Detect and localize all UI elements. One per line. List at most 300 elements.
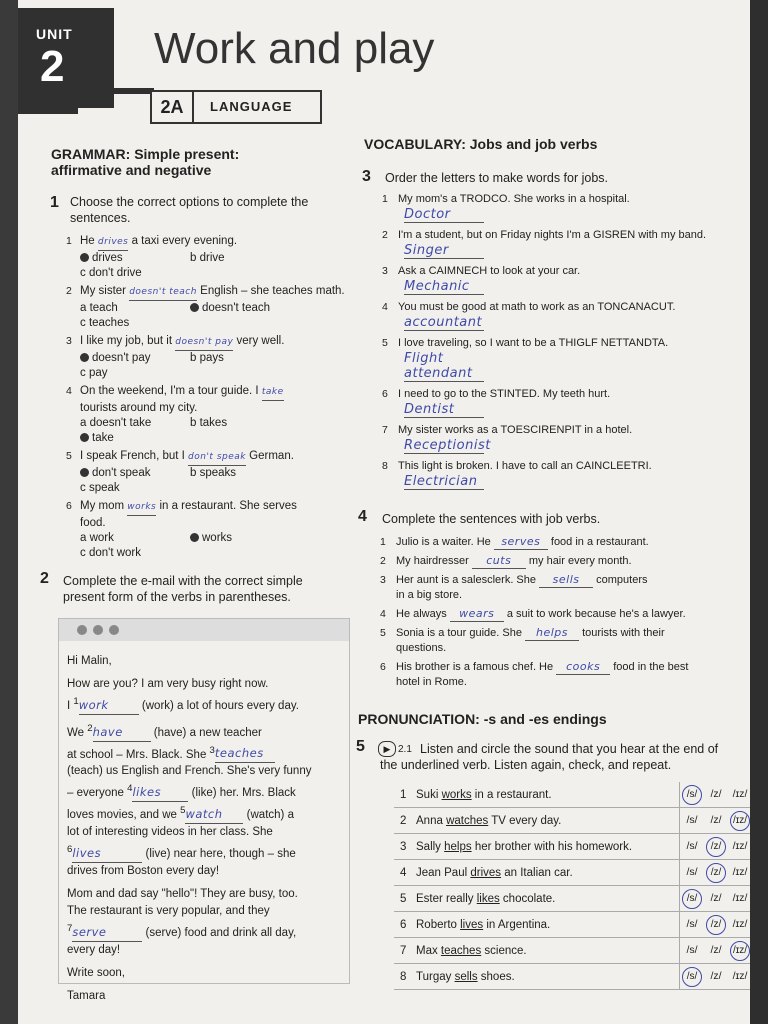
sentence-text: shoes. [477,970,515,983]
option-c[interactable] [80,431,190,446]
audio-play-icon[interactable]: ▶ [378,741,396,757]
instr-line: Choose the correct options to complete the [70,195,309,209]
option-text: a teach [80,302,118,314]
question-line [66,449,356,466]
question-number: 2 [66,285,72,297]
pron-sentence [394,782,680,808]
answer-blank[interactable]: Flight attendant [404,351,484,382]
sound-text: /z/ [710,943,722,956]
email-titlebar [59,619,349,641]
sound-text: /ɪz/ [732,839,748,852]
sound-option[interactable] [704,944,728,956]
sentence-text: Anna [416,814,447,827]
email-line: (teach) us English and French. She's very funny [67,765,312,778]
window-dot-icon [77,625,87,635]
window-dot-icon [109,625,119,635]
question-number: 5 [382,337,388,349]
sound-option[interactable] [728,811,750,831]
question-text: a taxi every evening. [128,235,238,247]
sentence-text: chocolate. [499,892,556,905]
email-line [67,720,343,742]
answer-blank[interactable]: work [79,697,139,715]
sound-text: /z/ [710,787,722,800]
question-continuation: in a big store. [396,589,463,601]
question-text: My sister [80,285,130,297]
email-line: How are you? I am very busy right now. [67,678,269,690]
sentence-text: her brother with his homework. [471,840,633,853]
grammar-heading-line2: affirmative and negative [51,162,212,178]
sound-option[interactable] [728,918,750,930]
blank-number: 1 [73,696,79,707]
blank-number: 2 [87,722,93,734]
question-item [66,384,356,446]
question-item [66,499,356,561]
unit-badge [18,8,114,108]
question-number: 6 [380,661,386,673]
sound-text: /ɪz/ [732,787,748,800]
sound-option[interactable] [680,866,704,878]
stair-decoration [18,108,78,114]
pron-row [394,782,750,808]
option-c[interactable] [80,316,190,331]
sound-option[interactable] [704,970,728,982]
question-text: tourists with their [579,627,665,639]
page-title: Work and play [154,24,435,73]
job-verb-line [380,572,750,588]
instr-line: present form of the verbs in parentheses. [63,590,291,604]
option-b[interactable] [190,301,300,316]
answer-blank[interactable]: don't speak [188,450,246,466]
email-body [67,653,343,1005]
text: (watch) a [246,809,294,822]
pron-row [394,860,750,886]
options-row [66,301,356,331]
question-text: I like my job, but it [80,335,176,347]
answer-blank[interactable]: cuts [472,553,526,569]
answer-blank[interactable]: Receptionist [404,438,491,453]
email-line [67,693,343,715]
vocab-item [382,336,748,382]
sound-option[interactable] [728,970,750,982]
sound-text: /z/ [706,915,726,935]
selected-dot-icon [190,303,199,312]
sound-option[interactable] [680,889,704,909]
question-number: 3 [382,265,388,277]
selected-dot-icon [190,533,199,542]
email-line: Mom and dad say "hello"! They are busy, too. [67,887,298,900]
answer-blank[interactable]: take [262,385,284,401]
sound-text: /s/ [686,917,698,930]
question-number: 4 [66,385,72,397]
option-text: c don't drive [80,267,142,279]
options-row [66,416,356,446]
option-text: b takes [190,417,228,429]
question-text: My hairdresser [396,555,472,567]
sentence-text: Ester really [416,892,477,905]
question-text: Sonia is a tour guide. She [396,627,526,639]
option-text: drives [92,252,123,264]
option-text: doesn't pay [92,352,151,364]
sound-option[interactable] [680,918,704,930]
question-number: 1 [400,788,407,801]
pron-sentence [394,938,680,964]
exercise-number: 5 [356,738,365,755]
sound-option[interactable] [704,814,728,826]
sound-option[interactable] [728,866,750,878]
sound-text: /s/ [686,839,698,852]
underlined-verb: works [441,788,472,801]
exercise-4-list [380,534,750,693]
sound-text: /s/ [686,813,698,826]
question-text: Ask a CAIMNECH to look at your car. [398,265,581,277]
sound-options [680,912,751,938]
underlined-verb: likes [476,892,500,905]
window-dot-icon [93,625,103,635]
job-verb-item [380,659,750,690]
answer-blank[interactable]: works [127,500,156,516]
option-text: b speaks [190,467,237,479]
exercise-number: 4 [358,508,367,525]
blank-number: 5 [180,805,186,817]
question-item [66,334,356,381]
option-a[interactable] [80,301,190,316]
vocabulary-heading: VOCABULARY: Jobs and job verbs [364,136,598,152]
answer-blank[interactable]: helps [525,625,579,641]
question-text: English – she teaches math. [196,285,345,297]
answer-blank[interactable]: serves [494,534,548,550]
question-text: My mom's a TRODCO. She works in a hospital. [398,193,630,205]
sound-option[interactable] [704,837,728,857]
vocab-item [382,387,748,418]
instr-line: sentences. [70,211,131,225]
question-number: 5 [400,892,407,905]
sound-text: /s/ [686,943,698,956]
question-text: My mom [80,500,128,512]
job-verb-item [380,553,750,569]
section-name: LANGUAGE [210,99,293,114]
question-text: I speak French, but I [80,450,189,462]
vocab-line [382,264,748,279]
question-text: food in the best [610,661,689,673]
answer-blank[interactable]: doesn't teach [129,285,197,301]
sound-option[interactable] [728,892,750,904]
answer-blank[interactable]: have [93,724,151,742]
blank-number: 6 [67,844,73,856]
text: We [67,726,88,739]
sound-options [680,808,751,834]
option-b[interactable] [190,351,300,366]
vocab-line [382,387,748,402]
text: (have) a new teacher [153,726,262,739]
job-verb-item [380,572,750,603]
answer-blank[interactable]: serve [72,924,142,942]
option-a[interactable] [80,466,190,481]
answer-blank[interactable]: doesn't pay [175,335,233,351]
sound-option[interactable] [680,785,704,805]
selected-dot-icon [80,353,89,362]
option-text: c pay [80,367,108,379]
page-edge [750,0,768,1024]
question-number: 6 [382,388,388,400]
question-number: 4 [382,301,388,313]
job-verb-line [380,553,750,569]
text: loves movies, and we [67,809,181,822]
blank-number: 7 [67,922,73,934]
text: (work) a lot of hours every day. [141,699,299,712]
question-number: 5 [66,450,72,462]
sound-option[interactable] [704,892,728,904]
option-text: don't speak [92,467,151,479]
question-line [66,384,356,401]
question-number: 1 [382,193,388,205]
option-a[interactable] [80,416,190,431]
underlined-verb: teaches [440,944,482,957]
option-b[interactable] [190,466,300,481]
options-row [66,251,356,281]
option-a[interactable] [80,251,190,266]
pronunciation-table [394,782,750,990]
sound-option[interactable] [704,915,728,935]
sound-option[interactable] [704,863,728,883]
sound-options [680,886,751,912]
sound-option[interactable] [680,814,704,826]
option-b[interactable] [190,531,300,546]
option-c[interactable] [80,366,190,381]
email-line: drives from Boston every day! [67,864,220,877]
sentence-text: Max [416,944,441,957]
option-text: take [92,432,114,444]
unit-label: UNIT [36,26,73,42]
vocab-line [382,459,748,474]
answer-blank[interactable]: watch [185,806,243,824]
question-text: my hair every month. [525,555,632,567]
question-number: 1 [380,536,386,548]
blank-number: 3 [209,744,215,756]
vocab-item [382,264,748,295]
sound-text: /z/ [710,813,722,826]
pronunciation-heading: PRONUNCIATION: -s and -es endings [358,711,607,727]
instr-line: the underlined verb. Listen again, check, and repeat. [380,758,672,772]
question-line [66,234,356,251]
job-verb-item [380,534,750,550]
email-line: every day! [67,943,121,956]
sound-text: /s/ [682,785,702,805]
sound-option[interactable] [680,840,704,852]
pron-sentence [394,834,680,860]
stair-decoration [114,88,154,94]
question-text: My sister works as a TOESCIRENPIT in a hotel. [398,424,633,436]
question-number: 4 [380,608,386,620]
answer-blank[interactable]: Electrician [404,474,484,490]
answer-blank[interactable]: Mechanic [404,279,484,295]
sound-options [680,964,751,990]
option-a[interactable] [80,351,190,366]
job-verb-line [380,606,750,622]
exercise-4-instructions: Complete the sentences with job verbs. [382,512,601,526]
option-text: doesn't teach [202,302,271,314]
workbook-page [18,0,750,1024]
question-number: 6 [400,918,407,931]
selected-dot-icon [80,468,89,477]
question-line [66,284,356,301]
sound-options [680,860,751,886]
options-row [66,351,356,381]
answer-blank[interactable]: wears [450,606,504,622]
pron-sentence [394,964,680,990]
pron-row [394,938,750,964]
sentence-text: an Italian car. [501,866,573,879]
option-c[interactable] [80,481,190,496]
vocab-item [382,192,748,223]
option-b[interactable] [190,416,300,431]
question-number: 3 [400,840,407,853]
answer-blank[interactable]: Doctor [404,207,484,223]
question-text: I love traveling, so I want to be a THIGLF NETTANDTA. [398,337,669,349]
answer-blank[interactable]: cooks [556,659,610,675]
sentence-text: in a restaurant. [471,788,552,801]
answer-blank[interactable]: accountant [404,315,483,330]
exercise-5-instructions [380,741,750,773]
answer-blank[interactable]: Dentist [404,402,484,418]
sentence-text: Jean Paul [416,866,471,879]
sound-text: /ɪz/ [732,891,748,904]
answer-blank[interactable]: likes [132,784,188,802]
question-number: 2 [400,814,407,827]
text: – everyone [67,787,128,800]
answer-blank[interactable]: lives [72,845,142,863]
option-b[interactable] [190,251,300,266]
track-number: 2.1 [398,744,412,755]
sentence-text: science. [481,944,527,957]
option-text: works [202,532,233,544]
question-text: in a restaurant. She serves [156,500,297,512]
exercise-1-instructions [70,194,350,226]
option-text: a doesn't take [80,417,152,429]
email-greeting: Hi Malin, [67,655,112,667]
vocab-item [382,228,748,259]
question-continuation: food. [80,517,106,529]
underlined-verb: drives [470,866,502,879]
sound-text: /s/ [682,967,702,987]
option-text: a work [80,532,114,544]
exercise-3-list [382,192,748,495]
sound-option[interactable] [704,788,728,800]
question-number: 5 [380,627,386,639]
vocab-line [382,300,748,315]
question-item [66,234,356,281]
vocab-line [382,228,748,243]
underlined-verb: helps [444,840,472,853]
sound-option[interactable] [728,788,750,800]
vocab-item [382,423,748,454]
options-row [66,466,356,496]
question-number: 3 [380,574,386,586]
sound-options [680,834,751,860]
option-text: b drive [190,252,225,264]
option-a[interactable] [80,531,190,546]
question-text: food in a restaurant. [547,536,649,548]
answer-blank[interactable]: teaches [215,745,275,763]
sound-text: /z/ [710,969,722,982]
question-text: He always [396,608,450,620]
section-code: 2A [152,92,194,122]
vocab-line [382,336,748,351]
sentence-text: in Argentina. [483,918,551,931]
email-signature: Tamara [67,989,106,1002]
sound-text: /z/ [710,891,722,904]
sound-text: /z/ [706,863,726,883]
sound-text: /ɪz/ [730,811,750,831]
question-number: 6 [66,500,72,512]
pron-row [394,964,750,990]
question-text: On the weekend, I'm a tour guide. I [80,385,262,397]
answer-blank[interactable]: drives [98,235,128,251]
vocab-item [382,300,748,331]
sound-option[interactable] [728,941,750,961]
question-text: This light is broken. I have to call an CAINCLEETRI. [398,460,652,472]
pron-sentence [394,912,680,938]
pron-sentence [394,860,680,886]
sound-option[interactable] [728,840,750,852]
question-text: German. [245,450,294,462]
selected-dot-icon [80,433,89,442]
option-text: c don't work [80,547,141,559]
question-number: 2 [380,555,386,567]
question-text: Julio is a waiter. He [396,536,494,548]
sound-text: /ɪz/ [732,865,748,878]
option-c[interactable] [80,546,190,561]
option-c[interactable] [80,266,190,281]
question-continuation: questions. [396,642,447,654]
email-window [58,618,350,1002]
text: I [67,699,74,712]
instr-line: Listen and circle the sound that you hear at the end of [420,742,719,756]
vocab-line [382,192,748,207]
question-text: He [80,235,98,247]
question-number: 2 [382,229,388,241]
sentence-text: Sally [416,840,445,853]
underlined-verb: watches [446,814,489,827]
sound-text: /ɪz/ [730,941,750,961]
exercise-1-list [66,234,356,564]
question-item [66,284,356,331]
sound-option[interactable] [680,944,704,956]
email-line [67,780,343,802]
question-text: a suit to work because he's a lawyer. [503,608,686,620]
pron-row [394,808,750,834]
option-text: c speak [80,482,120,494]
question-number: 7 [400,944,407,957]
vocab-item [382,459,748,490]
instr-line: Complete the e-mail with the correct simple [63,574,303,588]
pron-row [394,912,750,938]
job-verb-line [380,625,750,641]
question-line [66,334,356,351]
sound-options [680,782,751,808]
exercise-number: 1 [50,194,59,211]
answer-blank[interactable]: Singer [404,243,484,259]
answer-blank[interactable]: sells [539,572,593,588]
sound-option[interactable] [680,967,704,987]
pron-row [394,886,750,912]
question-continuation: tourists around my city. [80,402,198,414]
question-text: I'm a student, but on Friday nights I'm a GISREN with my band. [398,229,707,241]
job-verb-item [380,625,750,656]
exercise-number: 3 [362,168,371,185]
job-verb-line [380,534,750,550]
email-closing: Write soon, [67,966,125,979]
question-number: 3 [66,335,72,347]
